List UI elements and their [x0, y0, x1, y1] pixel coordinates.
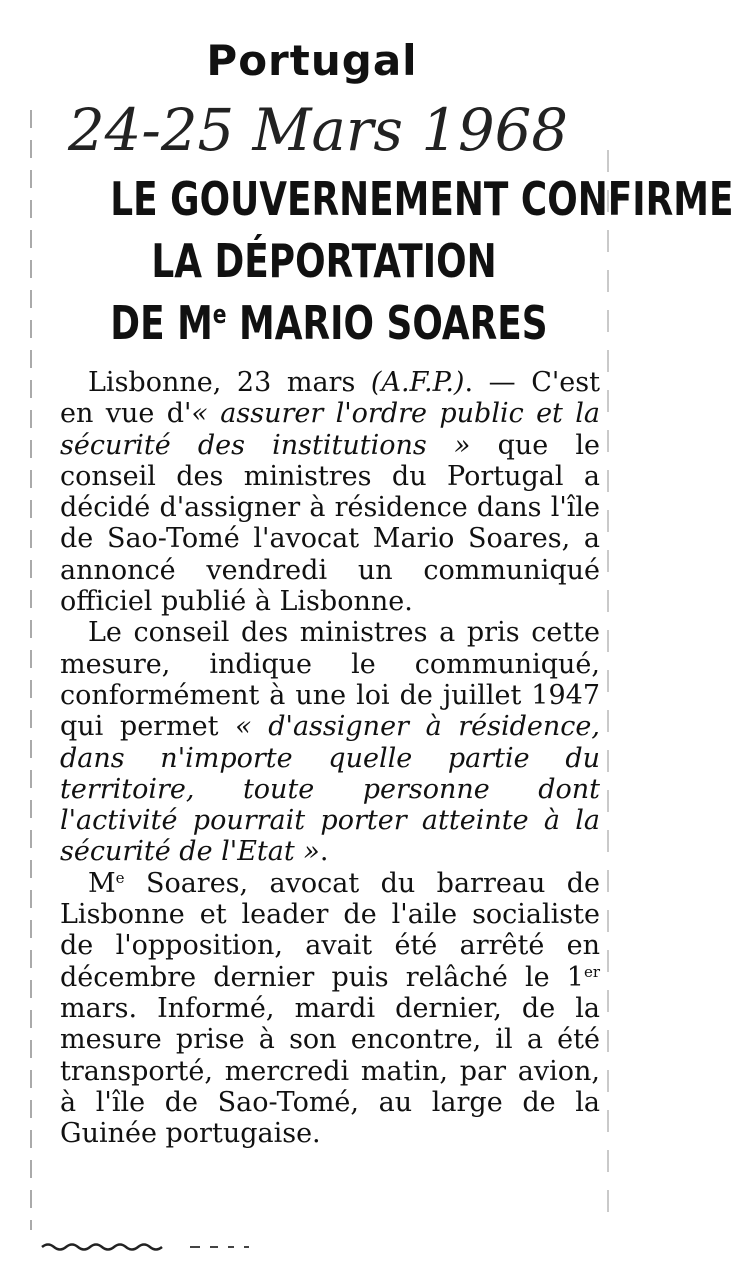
headline-line-3-prefix: DE M: [110, 296, 213, 350]
paragraph-3-text-a: Soares, avocat du barreau de Lisbonne et leader de l'aile socialiste de l'opposition, avait été arrêté en décembre dernier puis relâché le 1: [60, 867, 600, 993]
bottom-decorative-line: [40, 1240, 270, 1252]
handwritten-date-text: 24-25 Mars 1968: [67, 96, 569, 164]
column-rule-left: [30, 110, 32, 1230]
headline-line-2: LA DÉPORTATION: [151, 234, 497, 288]
paragraph-1-text-b: que le conseil des ministres du Portugal a décidé d'assigner à résidence dans l'île de Sao-Tomé l'avocat Mario Soares, a annoncé vendredi un communiqué officiel publié à Lisbonne.: [60, 429, 600, 618]
dateline: Lisbonne, 23 mars: [88, 367, 371, 398]
paragraph-3-ordinal-sup: er: [583, 962, 600, 981]
paragraph-3-title: M: [88, 867, 116, 899]
paragraph-1-quote: « assurer l'ordre public et la sécurité des institutions »: [60, 398, 600, 461]
headline: [110, 168, 733, 354]
section-title: Portugal: [206, 36, 418, 85]
paragraph-3-text-b: mars. Informé, mardi dernier, de la mesure prise à son encontre, il a été transporté, mercredi matin, par avion, à l'île de Sao-Tomé, au large de la Guinée portugaise.: [60, 992, 600, 1150]
news-agency: (A.F.P.): [370, 367, 465, 398]
article-paragraph-3: [60, 868, 600, 1150]
headline-line-3: [110, 292, 548, 354]
paragraph-2-text-a: Le conseil des ministres a pris cette mesure, indique le communiqué, conformément à une loi de juillet 1947 qui permet: [60, 617, 600, 743]
handwritten-date: [60, 98, 580, 168]
article-body: [60, 367, 600, 1149]
article-paragraph-1: [60, 367, 600, 617]
article-paragraph-2: [60, 617, 600, 867]
paragraph-2-text-b: .: [319, 836, 329, 868]
headline-line-3-sup: e: [212, 300, 227, 330]
headline-line-3-suffix: MARIO SOARES: [226, 296, 548, 350]
paragraph-1-text-a: . — C'est en vue d': [60, 367, 600, 430]
paragraph-3-title-sup: e: [115, 868, 125, 887]
paragraph-2-quote: « d'assigner à résidence, dans n'importe quelle partie du territoire, toute personne dont l'activité pourrait porter atteinte à la sécurité de l'Etat »: [60, 711, 600, 868]
headline-line-1: LE GOUVERNEMENT CONFIRME: [110, 172, 733, 226]
column-rule-right: [607, 150, 609, 1230]
